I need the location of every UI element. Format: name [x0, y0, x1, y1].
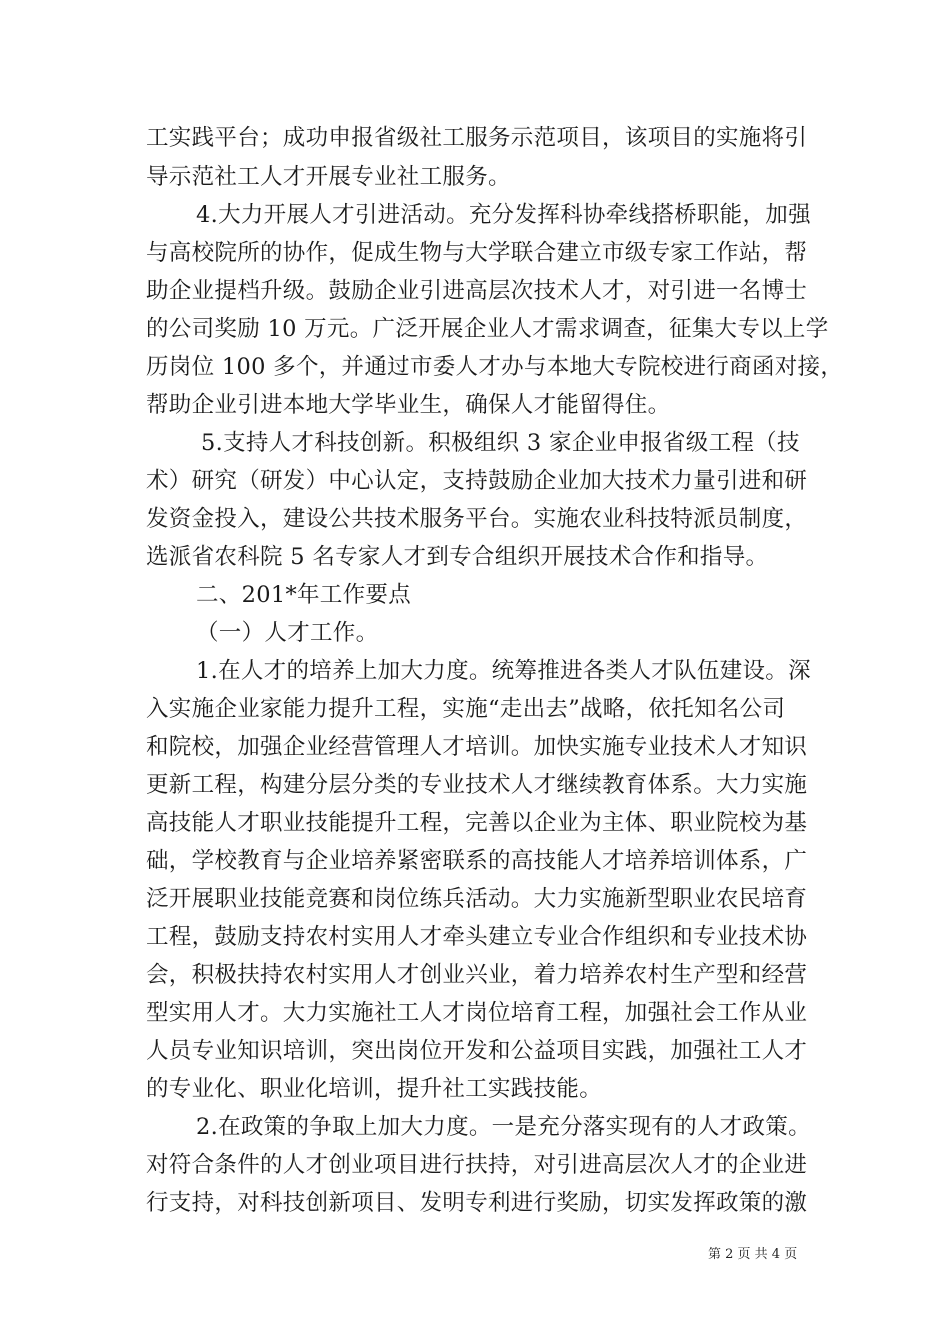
text-line: 人员专业知识培训，突出岗位开发和公益项目实践，加强社工人才 — [146, 1038, 808, 1064]
text-line: 助企业提档升级。鼓励企业引进高层次技术人才，对引进一名博士 — [146, 278, 808, 304]
text-line: 与高校院所的协作，促成生物与大学联合建立市级专家工作站，帮 — [146, 240, 808, 266]
paragraph-start-line: 1.在人才的培养上加大力度。统筹推进各类人才队伍建设。深 — [196, 658, 811, 684]
text-line: 更新工程，构建分层分类的专业技术人才继续教育体系。大力实施 — [146, 772, 808, 798]
paragraph-start-line: 5.支持人才科技创新。积极组织 3 家企业申报省级工程（技 — [201, 430, 800, 456]
paragraph-start-line: 4.大力开展人才引进活动。充分发挥科协牵线搭桥职能，加强 — [196, 202, 811, 228]
text-line: 术）研究（研发）中心认定，支持鼓励企业加大技术力量引进和研 — [146, 468, 808, 494]
subsection-heading: （一）人才工作。 — [196, 620, 379, 646]
text-line: 帮助企业引进本地大学毕业生，确保人才能留得住。 — [146, 392, 671, 418]
text-line: 选派省农科院 5 名专家人才到专合组织开展技术合作和指导。 — [146, 544, 769, 570]
text-line: 导示范社工人才开展专业社工服务。 — [146, 164, 511, 190]
text-line: 对符合条件的人才创业项目进行扶持，对引进高层次人才的企业进 — [146, 1152, 808, 1178]
text-line: 工实践平台；成功申报省级社工服务示范项目，该项目的实施将引 — [146, 125, 808, 151]
section-heading: 二、201*年工作要点 — [196, 582, 411, 608]
text-line: 和院校，加强企业经营管理人才培训。加快实施专业技术人才知识 — [146, 734, 808, 760]
paragraph-start-line: 2.在政策的争取上加大力度。一是充分落实现有的人才政策。 — [196, 1114, 811, 1140]
text-line: 高技能人才职业技能提升工程，完善以企业为主体、职业院校为基 — [146, 810, 808, 836]
text-line: 础，学校教育与企业培养紧密联系的高技能人才培养培训体系，广 — [146, 848, 808, 874]
text-line: 泛开展职业技能竞赛和岗位练兵活动。大力实施新型职业农民培育 — [146, 886, 808, 912]
text-line: 工程，鼓励支持农村实用人才牵头建立专业合作组织和专业技术协 — [146, 924, 808, 950]
text-line: 会，积极扶持农村实用人才创业兴业，着力培养农村生产型和经营 — [146, 962, 808, 988]
text-line: 的公司奖励 10 万元。广泛开展企业人才需求调查，征集大专以上学 — [146, 316, 829, 342]
text-line: 行支持，对科技创新项目、发明专利进行奖励，切实发挥政策的激 — [146, 1190, 808, 1216]
text-line: 型实用人才。大力实施社工人才岗位培育工程，加强社会工作从业 — [146, 1000, 808, 1026]
text-line: 历岗位 100 多个，并通过市委人才办与本地大专院校进行商函对接， — [146, 354, 844, 380]
text-line: 入实施企业家能力提升工程，实施“走出去”战略，依托知名公司 — [146, 696, 786, 722]
text-line: 的专业化、职业化培训，提升社工实践技能。 — [146, 1076, 603, 1102]
page-number-footer: 第 2 页 共 4 页 — [708, 1247, 798, 1262]
text-line: 发资金投入，建设公共技术服务平台。实施农业科技特派员制度， — [146, 506, 808, 532]
